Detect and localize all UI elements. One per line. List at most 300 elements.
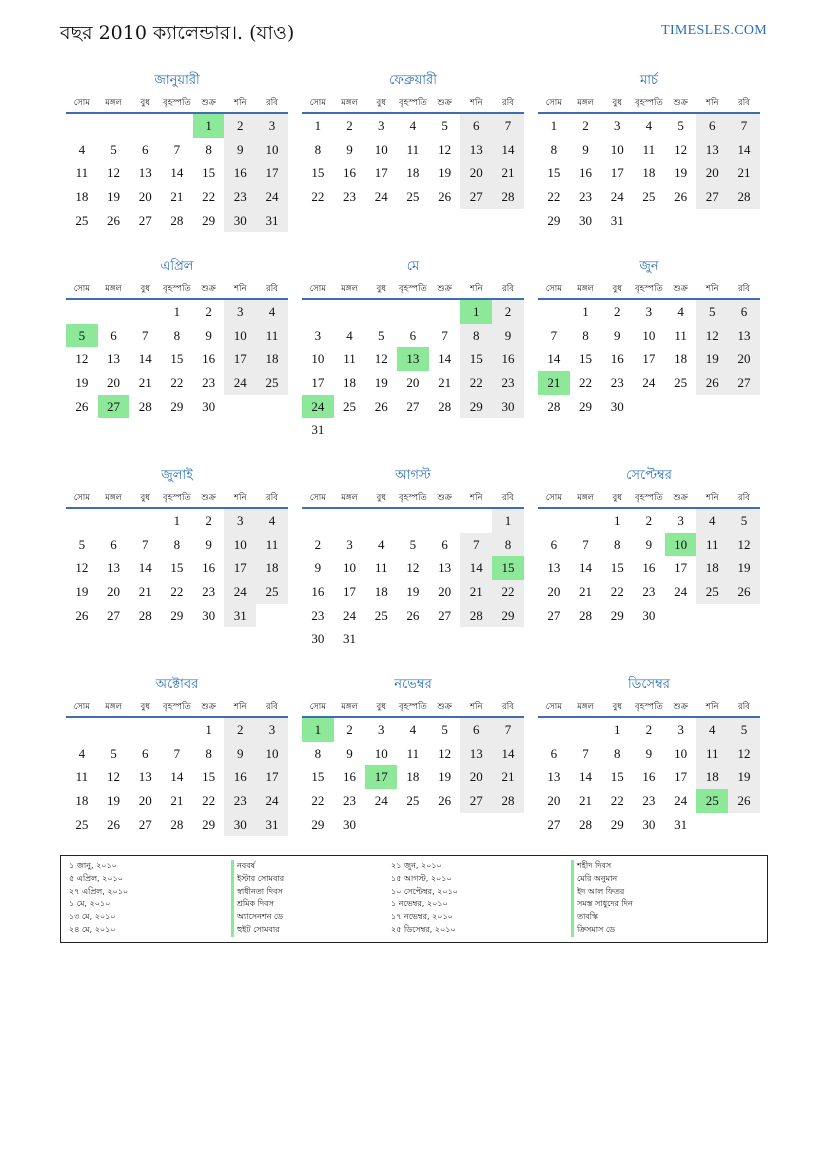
day-cell[interactable]: 26 <box>107 816 121 832</box>
day-cell[interactable]: 26 <box>728 580 760 604</box>
day-cell[interactable]: 8 <box>582 327 589 343</box>
day-cell[interactable]: 18 <box>406 769 420 785</box>
day-cell[interactable]: 13 <box>547 769 561 785</box>
day-cell[interactable]: 23 <box>224 789 256 813</box>
day-cell[interactable]: 24 <box>224 580 256 604</box>
day-cell[interactable]: 10 <box>674 745 688 761</box>
day-cell[interactable]: 19 <box>374 375 388 391</box>
day-cell[interactable]: 25 <box>674 375 688 391</box>
day-cell[interactable]: 31 <box>343 631 357 647</box>
day-cell[interactable]: 31 <box>311 422 325 438</box>
day-cell[interactable]: 4 <box>409 722 417 737</box>
day-cell[interactable]: 9 <box>314 560 322 576</box>
day-cell[interactable]: 7 <box>141 327 149 343</box>
day-cell[interactable]: 14 <box>170 165 184 181</box>
day-cell[interactable]: 7 <box>582 536 589 552</box>
day-cell[interactable]: 2 <box>582 118 589 133</box>
day-cell[interactable]: 4 <box>696 509 728 533</box>
day-cell[interactable]: 28 <box>138 398 152 414</box>
day-cell[interactable]: 19 <box>728 556 760 580</box>
day-cell[interactable]: 5 <box>377 327 385 343</box>
brand-link[interactable]: TIMESLES.COM <box>661 23 767 38</box>
day-cell[interactable]: 19 <box>75 375 89 391</box>
day-cell[interactable]: 14 <box>138 560 152 576</box>
day-cell[interactable]: 11 <box>696 533 728 557</box>
day-cell[interactable]: 13 <box>138 165 152 181</box>
day-cell[interactable]: 20 <box>460 765 492 789</box>
day-cell[interactable]: 25 <box>374 607 388 623</box>
day-cell[interactable]: 30 <box>224 813 256 837</box>
day-cell[interactable]: 22 <box>170 375 184 391</box>
day-cell[interactable]: 3 <box>677 513 684 528</box>
day-cell[interactable]: 26 <box>107 212 121 228</box>
day-cell[interactable]: 11 <box>674 327 687 343</box>
day-cell[interactable]: 23 <box>311 607 325 623</box>
day-cell[interactable]: 3 <box>377 722 385 737</box>
day-cell[interactable]: 30 <box>202 607 216 623</box>
day-cell[interactable]: 16 <box>311 584 325 600</box>
day-cell[interactable]: 21 <box>728 161 760 185</box>
day-cell[interactable]: 29 <box>170 398 184 414</box>
day-cell[interactable]: 1 <box>173 513 181 528</box>
day-cell[interactable]: 31 <box>610 212 624 228</box>
day-cell[interactable]: 22 <box>202 189 216 205</box>
day-cell[interactable]: 4 <box>346 327 353 343</box>
day-cell[interactable]: 15 <box>311 165 325 181</box>
day-cell[interactable]: 25 <box>696 580 728 604</box>
day-cell[interactable]: 24 <box>374 189 388 205</box>
day-cell[interactable]: 1 <box>613 513 621 528</box>
day-cell[interactable]: 10 <box>665 533 697 557</box>
day-cell[interactable]: 13 <box>728 324 760 348</box>
day-cell[interactable]: 28 <box>728 185 760 209</box>
day-cell[interactable]: 28 <box>579 816 593 832</box>
day-cell[interactable]: 29 <box>492 604 524 628</box>
day-cell[interactable]: 14 <box>579 769 593 785</box>
day-cell[interactable]: 14 <box>438 351 452 367</box>
day-cell[interactable]: 25 <box>696 789 728 813</box>
day-cell[interactable]: 12 <box>374 351 388 367</box>
day-cell[interactable]: 25 <box>406 189 420 205</box>
day-cell[interactable]: 30 <box>642 607 656 623</box>
day-cell[interactable]: 10 <box>610 141 624 157</box>
day-cell[interactable]: 27 <box>107 607 121 623</box>
day-cell[interactable]: 21 <box>538 371 570 395</box>
day-cell[interactable]: 23 <box>202 584 216 600</box>
day-cell[interactable]: 15 <box>610 560 624 576</box>
day-cell[interactable]: 7 <box>550 327 558 343</box>
day-cell[interactable]: 4 <box>377 536 385 552</box>
day-cell[interactable]: 15 <box>170 560 184 576</box>
day-cell[interactable]: 10 <box>224 324 256 348</box>
day-cell[interactable]: 27 <box>547 816 561 832</box>
day-cell[interactable]: 6 <box>728 300 760 324</box>
day-cell[interactable]: 19 <box>107 189 121 205</box>
day-cell[interactable]: 27 <box>696 185 728 209</box>
day-cell[interactable]: 7 <box>492 114 524 138</box>
day-cell[interactable]: 12 <box>696 324 728 348</box>
day-cell[interactable]: 5 <box>78 536 86 552</box>
day-cell[interactable]: 11 <box>343 351 356 367</box>
day-cell[interactable]: 14 <box>492 742 524 766</box>
day-cell[interactable]: 18 <box>674 351 688 367</box>
day-cell[interactable]: 3 <box>377 118 385 133</box>
day-cell[interactable]: 18 <box>256 347 288 371</box>
day-cell[interactable]: 21 <box>492 765 524 789</box>
day-cell[interactable]: 13 <box>460 138 492 162</box>
day-cell[interactable]: 1 <box>582 304 589 319</box>
day-cell[interactable]: 5 <box>696 300 728 324</box>
day-cell[interactable]: 5 <box>677 118 684 133</box>
day-cell[interactable]: 1 <box>492 509 524 533</box>
day-cell[interactable]: 28 <box>170 816 184 832</box>
day-cell[interactable]: 15 <box>610 769 624 785</box>
day-cell[interactable]: 4 <box>677 304 684 319</box>
day-cell[interactable]: 18 <box>256 556 288 580</box>
day-cell[interactable]: 8 <box>205 141 212 157</box>
day-cell[interactable]: 29 <box>610 816 624 832</box>
day-cell[interactable]: 2 <box>492 300 524 324</box>
day-cell[interactable]: 6 <box>460 114 492 138</box>
day-cell[interactable]: 6 <box>696 114 728 138</box>
day-cell[interactable]: 24 <box>256 185 288 209</box>
day-cell[interactable]: 21 <box>138 375 152 391</box>
day-cell[interactable]: 17 <box>311 375 325 391</box>
day-cell[interactable]: 7 <box>582 745 589 761</box>
day-cell[interactable]: 22 <box>202 793 216 809</box>
day-cell[interactable]: 21 <box>579 584 593 600</box>
day-cell[interactable]: 19 <box>438 165 452 181</box>
day-cell[interactable]: 2 <box>645 722 653 737</box>
day-cell[interactable]: 1 <box>550 118 558 133</box>
day-cell[interactable]: 20 <box>547 584 561 600</box>
day-cell[interactable]: 30 <box>642 816 656 832</box>
day-cell[interactable]: 9 <box>224 742 256 766</box>
day-cell[interactable]: 18 <box>696 765 728 789</box>
day-cell[interactable]: 27 <box>138 816 152 832</box>
day-cell[interactable]: 6 <box>409 327 417 343</box>
day-cell[interactable]: 22 <box>610 793 624 809</box>
day-cell[interactable]: 4 <box>78 745 86 761</box>
day-cell[interactable]: 30 <box>610 398 624 414</box>
day-cell[interactable]: 23 <box>610 375 624 391</box>
day-cell[interactable]: 22 <box>610 584 624 600</box>
day-cell[interactable]: 24 <box>256 789 288 813</box>
day-cell[interactable]: 4 <box>696 718 728 742</box>
day-cell[interactable]: 30 <box>224 209 256 233</box>
day-cell[interactable]: 24 <box>374 793 388 809</box>
day-cell[interactable]: 24 <box>302 395 334 419</box>
day-cell[interactable]: 1 <box>302 718 334 742</box>
day-cell[interactable]: 10 <box>256 138 288 162</box>
day-cell[interactable]: 26 <box>438 793 452 809</box>
day-cell[interactable]: 17 <box>343 584 357 600</box>
day-cell[interactable]: 7 <box>141 536 149 552</box>
day-cell[interactable]: 13 <box>107 560 121 576</box>
day-cell[interactable]: 6 <box>110 536 117 552</box>
day-cell[interactable]: 19 <box>75 584 89 600</box>
day-cell[interactable]: 22 <box>492 580 524 604</box>
day-cell[interactable]: 31 <box>256 813 288 837</box>
day-cell[interactable]: 3 <box>346 536 353 552</box>
day-cell[interactable]: 7 <box>441 327 448 343</box>
day-cell[interactable]: 16 <box>202 351 216 367</box>
day-cell[interactable]: 20 <box>696 161 728 185</box>
day-cell[interactable]: 26 <box>728 789 760 813</box>
day-cell[interactable]: 5 <box>66 324 98 348</box>
day-cell[interactable]: 19 <box>674 165 688 181</box>
day-cell[interactable]: 3 <box>224 509 256 533</box>
day-cell[interactable]: 15 <box>579 351 593 367</box>
day-cell[interactable]: 8 <box>613 745 621 761</box>
day-cell[interactable]: 7 <box>728 114 760 138</box>
day-cell[interactable]: 8 <box>460 324 492 348</box>
day-cell[interactable]: 22 <box>579 375 593 391</box>
day-cell[interactable]: 27 <box>460 185 492 209</box>
day-cell[interactable]: 21 <box>138 584 152 600</box>
day-cell[interactable]: 7 <box>173 141 181 157</box>
day-cell[interactable]: 2 <box>224 718 256 742</box>
day-cell[interactable]: 19 <box>406 584 420 600</box>
day-cell[interactable]: 9 <box>205 327 212 343</box>
day-cell[interactable]: 23 <box>343 189 357 205</box>
day-cell[interactable]: 1 <box>205 722 212 737</box>
day-cell[interactable]: 16 <box>579 165 593 181</box>
day-cell[interactable]: 5 <box>441 722 448 737</box>
day-cell[interactable]: 10 <box>224 533 256 557</box>
day-cell[interactable]: 17 <box>674 560 688 576</box>
day-cell[interactable]: 11 <box>406 745 420 761</box>
day-cell[interactable]: 29 <box>202 816 216 832</box>
day-cell[interactable]: 12 <box>107 165 121 181</box>
day-cell[interactable]: 30 <box>343 816 357 832</box>
day-cell[interactable]: 7 <box>492 718 524 742</box>
day-cell[interactable]: 25 <box>256 371 288 395</box>
day-cell[interactable]: 18 <box>642 165 656 181</box>
day-cell[interactable]: 2 <box>205 304 212 319</box>
day-cell[interactable]: 27 <box>438 607 452 623</box>
day-cell[interactable]: 18 <box>75 793 89 809</box>
day-cell[interactable]: 22 <box>547 189 561 205</box>
day-cell[interactable]: 12 <box>674 141 688 157</box>
day-cell[interactable]: 29 <box>170 607 184 623</box>
day-cell[interactable]: 7 <box>460 533 492 557</box>
day-cell[interactable]: 11 <box>256 324 288 348</box>
day-cell[interactable]: 2 <box>346 722 353 737</box>
day-cell[interactable]: 18 <box>696 556 728 580</box>
day-cell[interactable]: 8 <box>613 536 621 552</box>
day-cell[interactable]: 9 <box>613 327 621 343</box>
day-cell[interactable]: 3 <box>256 114 288 138</box>
day-cell[interactable]: 11 <box>696 742 728 766</box>
day-cell[interactable]: 28 <box>547 398 561 414</box>
day-cell[interactable]: 23 <box>202 375 216 391</box>
day-cell[interactable]: 24 <box>343 607 357 623</box>
day-cell[interactable]: 15 <box>202 165 216 181</box>
day-cell[interactable]: 8 <box>550 141 558 157</box>
day-cell[interactable]: 9 <box>645 536 653 552</box>
day-cell[interactable]: 12 <box>438 141 452 157</box>
day-cell[interactable]: 19 <box>696 347 728 371</box>
day-cell[interactable]: 18 <box>374 584 388 600</box>
day-cell[interactable]: 3 <box>613 118 621 133</box>
day-cell[interactable]: 28 <box>138 607 152 623</box>
day-cell[interactable]: 26 <box>696 371 728 395</box>
day-cell[interactable]: 22 <box>460 371 492 395</box>
day-cell[interactable]: 1 <box>314 118 322 133</box>
day-cell[interactable]: 26 <box>438 189 452 205</box>
day-cell[interactable]: 6 <box>441 536 448 552</box>
day-cell[interactable]: 5 <box>409 536 417 552</box>
day-cell[interactable]: 11 <box>642 141 656 157</box>
day-cell[interactable]: 9 <box>205 536 212 552</box>
day-cell[interactable]: 26 <box>374 398 388 414</box>
day-cell[interactable]: 28 <box>170 212 184 228</box>
day-cell[interactable]: 24 <box>674 793 688 809</box>
day-cell[interactable]: 2 <box>346 118 353 133</box>
day-cell[interactable]: 14 <box>728 138 760 162</box>
day-cell[interactable]: 18 <box>406 165 420 181</box>
day-cell[interactable]: 16 <box>642 560 656 576</box>
day-cell[interactable]: 17 <box>224 556 256 580</box>
day-cell[interactable]: 23 <box>224 185 256 209</box>
day-cell[interactable]: 4 <box>256 300 288 324</box>
day-cell[interactable]: 13 <box>107 351 121 367</box>
day-cell[interactable]: 15 <box>311 769 325 785</box>
day-cell[interactable]: 27 <box>728 371 760 395</box>
day-cell[interactable]: 30 <box>202 398 216 414</box>
day-cell[interactable]: 20 <box>138 189 152 205</box>
day-cell[interactable]: 12 <box>406 560 420 576</box>
day-cell[interactable]: 20 <box>107 375 121 391</box>
day-cell[interactable]: 8 <box>492 533 524 557</box>
day-cell[interactable]: 8 <box>173 536 181 552</box>
day-cell[interactable]: 13 <box>438 560 452 576</box>
day-cell[interactable]: 23 <box>492 371 524 395</box>
day-cell[interactable]: 9 <box>346 141 353 157</box>
day-cell[interactable]: 9 <box>582 141 589 157</box>
day-cell[interactable]: 27 <box>138 212 152 228</box>
day-cell[interactable]: 20 <box>438 584 452 600</box>
day-cell[interactable]: 22 <box>311 189 325 205</box>
day-cell[interactable]: 11 <box>75 769 89 785</box>
day-cell[interactable]: 21 <box>579 793 593 809</box>
day-cell[interactable]: 5 <box>728 509 760 533</box>
day-cell[interactable]: 16 <box>202 560 216 576</box>
day-cell[interactable]: 29 <box>547 212 561 228</box>
day-cell[interactable]: 31 <box>224 604 256 628</box>
day-cell[interactable]: 28 <box>492 185 524 209</box>
day-cell[interactable]: 1 <box>173 304 181 319</box>
day-cell[interactable]: 6 <box>141 141 149 157</box>
day-cell[interactable]: 30 <box>492 395 524 419</box>
day-cell[interactable]: 5 <box>441 118 448 133</box>
day-cell[interactable]: 21 <box>460 580 492 604</box>
day-cell[interactable]: 19 <box>107 793 121 809</box>
day-cell[interactable]: 1 <box>613 722 621 737</box>
day-cell[interactable]: 3 <box>314 327 322 343</box>
day-cell[interactable]: 19 <box>728 765 760 789</box>
day-cell[interactable]: 18 <box>75 189 89 205</box>
day-cell[interactable]: 23 <box>642 584 656 600</box>
day-cell[interactable]: 15 <box>170 351 184 367</box>
day-cell[interactable]: 10 <box>311 351 325 367</box>
day-cell[interactable]: 13 <box>138 769 152 785</box>
day-cell[interactable]: 17 <box>610 165 624 181</box>
day-cell[interactable]: 16 <box>642 769 656 785</box>
day-cell[interactable]: 8 <box>314 745 322 761</box>
day-cell[interactable]: 25 <box>406 793 420 809</box>
day-cell[interactable]: 29 <box>202 212 216 228</box>
day-cell[interactable]: 28 <box>460 604 492 628</box>
day-cell[interactable]: 4 <box>645 118 653 133</box>
day-cell[interactable]: 19 <box>438 769 452 785</box>
day-cell[interactable]: 13 <box>460 742 492 766</box>
day-cell[interactable]: 2 <box>645 513 653 528</box>
day-cell[interactable]: 4 <box>256 509 288 533</box>
day-cell[interactable]: 10 <box>642 327 656 343</box>
day-cell[interactable]: 25 <box>343 398 357 414</box>
day-cell[interactable]: 1 <box>460 300 492 324</box>
day-cell[interactable]: 16 <box>492 347 524 371</box>
day-cell[interactable]: 8 <box>173 327 181 343</box>
day-cell[interactable]: 3 <box>677 722 684 737</box>
day-cell[interactable]: 18 <box>343 375 357 391</box>
day-cell[interactable]: 6 <box>550 745 558 761</box>
day-cell[interactable]: 30 <box>579 212 593 228</box>
day-cell[interactable]: 6 <box>460 718 492 742</box>
day-cell[interactable]: 12 <box>107 769 121 785</box>
day-cell[interactable]: 6 <box>550 536 558 552</box>
day-cell[interactable]: 22 <box>311 793 325 809</box>
day-cell[interactable]: 23 <box>642 793 656 809</box>
day-cell[interactable]: 10 <box>343 560 357 576</box>
day-cell[interactable]: 20 <box>406 375 420 391</box>
day-cell[interactable]: 26 <box>674 189 688 205</box>
day-cell[interactable]: 3 <box>224 300 256 324</box>
day-cell[interactable]: 16 <box>224 765 256 789</box>
day-cell[interactable]: 7 <box>173 745 181 761</box>
day-cell[interactable]: 15 <box>492 556 524 580</box>
day-cell[interactable]: 11 <box>256 533 288 557</box>
day-cell[interactable]: 12 <box>438 745 452 761</box>
day-cell[interactable]: 9 <box>346 745 353 761</box>
day-cell[interactable]: 31 <box>674 816 688 832</box>
day-cell[interactable]: 25 <box>642 189 656 205</box>
day-cell[interactable]: 12 <box>75 351 89 367</box>
day-cell[interactable]: 11 <box>374 560 388 576</box>
day-cell[interactable]: 16 <box>224 161 256 185</box>
day-cell[interactable]: 12 <box>728 533 760 557</box>
day-cell[interactable]: 14 <box>138 351 152 367</box>
day-cell[interactable]: 4 <box>409 118 417 133</box>
day-cell[interactable]: 23 <box>343 793 357 809</box>
day-cell[interactable]: 20 <box>547 793 561 809</box>
day-cell[interactable]: 14 <box>547 351 561 367</box>
day-cell[interactable]: 21 <box>492 161 524 185</box>
day-cell[interactable]: 20 <box>460 161 492 185</box>
day-cell[interactable]: 1 <box>193 114 225 138</box>
day-cell[interactable]: 9 <box>224 138 256 162</box>
day-cell[interactable]: 9 <box>645 745 653 761</box>
day-cell[interactable]: 2 <box>314 536 322 552</box>
day-cell[interactable]: 9 <box>492 324 524 348</box>
day-cell[interactable]: 29 <box>610 607 624 623</box>
day-cell[interactable]: 23 <box>579 189 593 205</box>
day-cell[interactable]: 25 <box>75 816 89 832</box>
day-cell[interactable]: 17 <box>256 161 288 185</box>
day-cell[interactable]: 14 <box>170 769 184 785</box>
